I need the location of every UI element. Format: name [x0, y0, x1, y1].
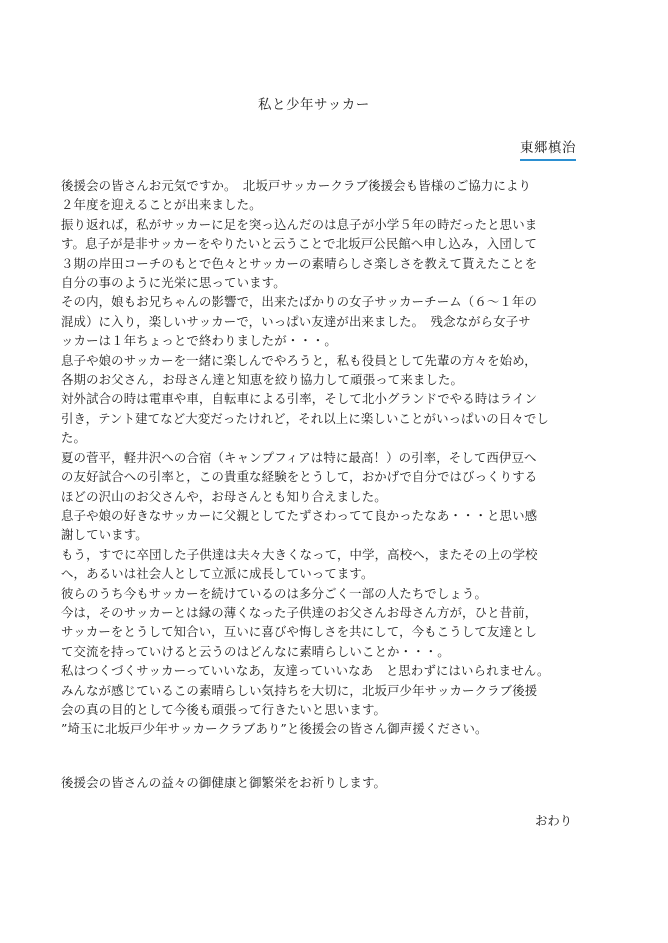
end-mark: おわり — [535, 813, 573, 828]
body-line: へ，あるいは社会人として立派に成長していってます。 — [61, 566, 374, 582]
body-line: もう，すでに卒団した子供達は夫々大きくなって，中学，高校へ，またその上の学校 — [61, 546, 538, 562]
body-line: 今は，そのサッカーとは縁の薄くなった子供達のお父さんお母さん方が，ひと昔前， — [61, 604, 538, 620]
body-line: 謝しています。 — [61, 527, 148, 543]
body-line: ッカーは１年ちょっとで終わりましたが・・・。 — [61, 333, 337, 349]
body-line: 私はつくづくサッカーっていいなあ，友達っていいなあ と思わずにはいられません。 — [61, 663, 550, 679]
body-line: 振り返れば，私がサッカーに足を突っ込んだのは息子が小学５年の時だったと思いま — [61, 216, 538, 232]
body-line: 対外試合の時は電車や車，自転車による引率，そして北小グランドでやる時はライン — [61, 391, 538, 407]
body-line: ２年度を迎えることが出来ました。 — [61, 197, 262, 213]
body-line: の友好試合への引率と，この貴重な経験をとうして，おかげで自分ではびっくりする — [61, 469, 538, 485]
body-line: て交流を持っていけると云うのはどんなに素晴らしいことか・・・。 — [61, 643, 450, 659]
body-line: みんなが感じているこの素晴らしい気持ちを大切に，北坂戸少年サッカークラブ後援 — [61, 682, 538, 698]
body-line: 息子や娘の好きなサッカーに父親としてたずさわってて良かったなあ・・・と思い感 — [61, 507, 538, 523]
document-title: 私と少年サッカー — [258, 97, 370, 113]
body-line: 息子や娘のサッカーを一緒に楽しんでやろうと，私も役員として先輩の方々を始め， — [61, 352, 537, 368]
body-line: た。 — [61, 430, 87, 446]
body-line: サッカーをとうして知合い，互いに喜びや悔しさを共にして，今もこうして友達とし — [61, 624, 538, 640]
author-name: 東郷槙治 — [520, 136, 576, 161]
body-line: 引き，テント建てなど大変だったけれど，それ以上に楽しいことがいっぱいの日々でし — [61, 410, 549, 426]
body-line: その内，娘もお兄ちゃんの影響で，出来たばかりの女子サッカーチーム（６～１年の — [61, 294, 538, 310]
body-line: す。息子が是非サッカーをやりたいと云うことで北坂戸公民館へ申し込み，入団して — [61, 236, 538, 252]
body-line: 彼らのうち今もサッカーを続けているのは多分ごく一部の人たちでしょう。 — [61, 585, 488, 601]
body-line: 後援会の皆さんお元気ですか。 北坂戸サッカークラブ後援会も皆様のご協力により — [61, 178, 532, 193]
body-line: 各期のお父さん，お母さん達と知恵を絞り協力して頑張って来ました。 — [61, 372, 464, 388]
body-line: 自分の事のように光栄に思っています。 — [61, 275, 286, 291]
body-line: 夏の菅平，軽井沢への合宿（キャンプフィアは特に最高！）の引率，そして西伊豆へ — [61, 449, 537, 465]
body-line: 会の真の目的として今後も頑張って行きたいと思います。 — [61, 701, 387, 717]
body-text — [61, 176, 606, 739]
body-line: ”埼玉に北坂戸少年サッカークラブあり”と後援会の皆さん御声援ください。 — [61, 721, 488, 737]
body-line: ３期の岸田コーチのもとで色々とサッカーの素晴らしさ楽しさを教えて貰えたことを — [61, 255, 538, 271]
body-line: 混成）に入り，楽しいサッカーで，いっぱい友達が出来ました。 残念ながら女子サ — [61, 313, 531, 329]
closing-remark: 後援会の皆さんの益々の御健康と御繁栄をお祈りします。 — [61, 775, 387, 790]
body-line: ほどの沢山のお父さんや，お母さんとも知り合えました。 — [61, 488, 387, 504]
